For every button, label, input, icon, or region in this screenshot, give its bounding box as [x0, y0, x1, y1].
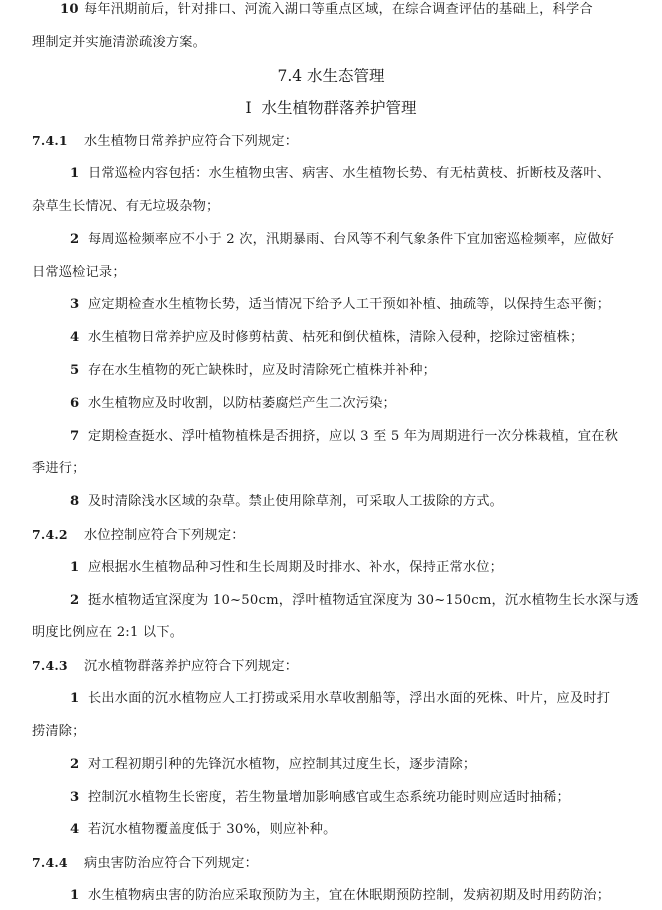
item-text: 水生植物应及时收割，以防枯萎腐烂产生二次污染； — [88, 396, 396, 411]
item-text: 控制沉水植物生长密度，若生物量增加影响感官或生态系统功能时则应适时抽稀； — [88, 790, 570, 805]
item-number: 3 — [70, 297, 80, 312]
item-2-line-1 — [70, 587, 639, 615]
clause-number: 7.4.3 — [32, 658, 68, 673]
item-6 — [70, 390, 396, 418]
clause-number: 7.4.1 — [32, 133, 68, 148]
clause-7-4-1 — [32, 127, 298, 156]
item-1-line-1 — [70, 160, 610, 188]
item-2 — [70, 751, 476, 779]
item-text: 理制定并实施清淤疏浚方案。 — [32, 35, 207, 50]
item-number: 2 — [70, 593, 80, 608]
item-text: 季进行； — [32, 461, 86, 476]
item-1-line-2 — [32, 718, 86, 746]
subsection-title: 水生植物群落养护管理 — [261, 99, 417, 117]
item-text: 水生植物病虫害的防治应采取预防为主，宜在休眠期预防控制，发病初期及时用药防治； — [88, 888, 611, 903]
item-1 — [70, 882, 610, 910]
subsection-number: I — [245, 99, 252, 117]
item-3 — [70, 291, 610, 319]
item-number: 4 — [70, 330, 80, 345]
item-1 — [70, 554, 503, 582]
item-10-line-2 — [32, 29, 206, 57]
item-number: 7 — [70, 429, 80, 444]
item-text: 长出水面的沉水植物应人工打捞或采用水草收割船等，浮出水面的死株、叶片，应及时打 — [88, 691, 611, 706]
clause-text: 水位控制应符合下列规定： — [84, 528, 245, 543]
clause-7-4-2 — [32, 521, 245, 550]
clause-7-4-3 — [32, 652, 298, 681]
item-number: 1 — [70, 166, 80, 181]
item-text: 定期检查挺水、浮叶植物植株是否拥挤，应以 3 至 5 年为周期进行一次分株栽植，宜在秋 — [88, 429, 619, 444]
item-text: 应根据水生植物品种习性和生长周期及时排水、补水，保持正常水位； — [88, 560, 504, 575]
item-7-line-1 — [70, 423, 618, 451]
clause-7-4-4 — [32, 849, 258, 878]
item-5 — [70, 357, 436, 385]
item-text: 挺水植物适宜深度为 10~50cm，浮叶植物适宜深度为 30~150cm，沉水植物生长水深与透 — [88, 593, 639, 608]
item-text: 杂草生长情况、有无垃圾杂物； — [32, 199, 220, 214]
item-3 — [70, 784, 570, 812]
item-4 — [70, 324, 583, 352]
section-heading — [0, 62, 662, 90]
item-text: 水生植物日常养护应及时修剪枯黄、枯死和倒伏植株，清除入侵种，挖除过密植株； — [88, 330, 584, 345]
item-number: 10 — [60, 2, 79, 17]
item-number: 2 — [70, 232, 80, 247]
item-2-line-1 — [70, 226, 614, 254]
item-number: 1 — [70, 560, 80, 575]
item-1-line-2 — [32, 193, 219, 221]
item-number: 1 — [70, 691, 80, 706]
clause-text: 病虫害防治应符合下列规定： — [84, 856, 259, 871]
item-text: 日常巡检内容包括：水生植物虫害、病害、水生植物长势、有无枯黄枝、折断枝及落叶、 — [88, 166, 611, 181]
item-text: 日常巡检记录； — [32, 265, 126, 280]
item-4 — [70, 816, 337, 844]
clause-text: 沉水植物群落养护应符合下列规定： — [84, 659, 299, 674]
item-text: 应定期检查水生植物长势，适当情况下给予人工干预如补植、抽疏等，以保持生态平衡； — [88, 297, 611, 312]
item-text: 存在水生植物的死亡缺株时，应及时清除死亡植株并补种； — [88, 363, 437, 378]
item-text: 及时清除浅水区域的杂草。禁止使用除草剂，可采取人工拔除的方式。 — [88, 494, 504, 509]
clause-text: 水生植物日常养护应符合下列规定： — [84, 134, 299, 149]
section-title: 7.4 水生态管理 — [277, 67, 385, 85]
item-text: 明度比例应在 2:1 以下。 — [32, 625, 184, 640]
item-2-line-2 — [32, 619, 183, 647]
item-text: 每年汛期前后，针对排口、河流入湖口等重点区域，在综合调查评估的基础上，科学合 — [84, 2, 593, 17]
item-1-line-1 — [70, 685, 610, 713]
item-text: 捞清除； — [32, 724, 86, 739]
item-number: 4 — [70, 822, 80, 837]
item-10-line-1 — [60, 0, 593, 24]
item-number: 2 — [70, 757, 80, 772]
item-text: 若沉水植物覆盖度低于 30%，则应补种。 — [88, 822, 337, 837]
subsection-heading — [0, 94, 662, 122]
item-number: 5 — [70, 363, 80, 378]
item-text: 每周巡检频率应不小于 2 次，汛期暴雨、台风等不利气象条件下宜加密巡检频率，应做好 — [88, 232, 615, 247]
item-7-line-2 — [32, 455, 86, 483]
item-8 — [70, 488, 503, 516]
item-number: 1 — [70, 888, 80, 903]
item-number: 6 — [70, 396, 80, 411]
item-2-line-2 — [32, 259, 126, 287]
clause-number: 7.4.2 — [32, 527, 68, 542]
item-number: 8 — [70, 494, 80, 509]
clause-number: 7.4.4 — [32, 855, 68, 870]
item-text: 对工程初期引种的先锋沉水植物，应控制其过度生长，逐步清除； — [88, 757, 477, 772]
item-number: 3 — [70, 790, 80, 805]
